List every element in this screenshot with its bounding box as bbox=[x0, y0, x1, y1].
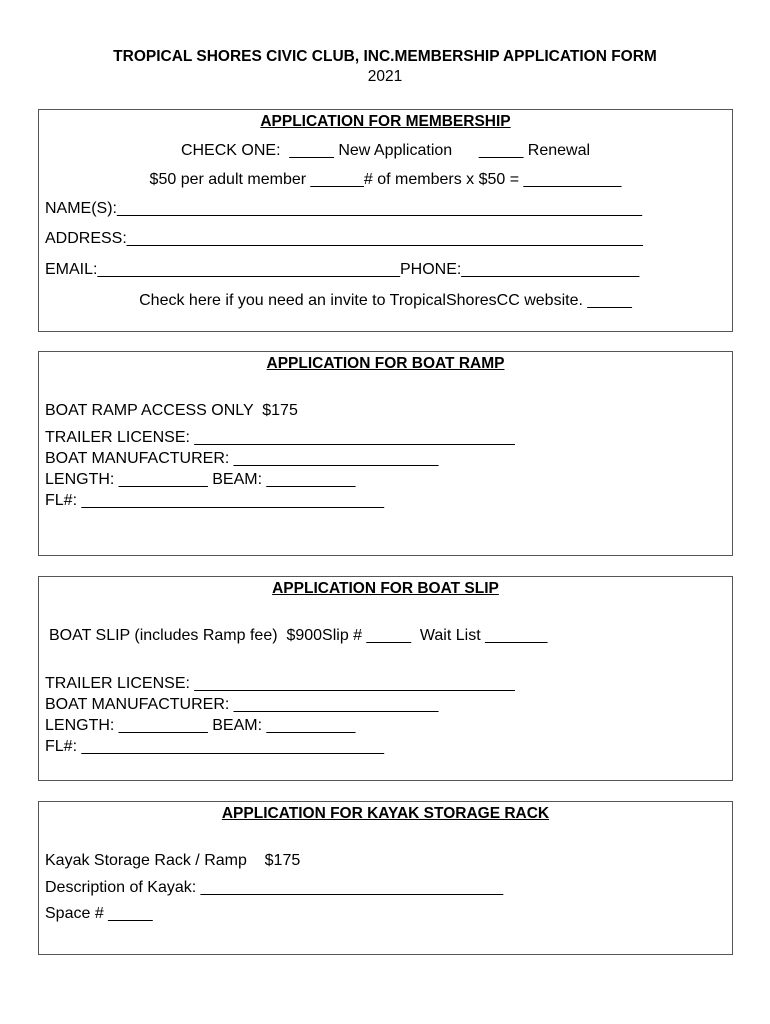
membership-name-field[interactable]: NAME(S):___________________________________________________________ bbox=[45, 200, 643, 217]
boat-ramp-access: BOAT RAMP ACCESS ONLY $175 bbox=[45, 402, 298, 419]
membership-heading: APPLICATION FOR MEMBERSHIP bbox=[260, 113, 511, 130]
boat-slip-line[interactable]: BOAT SLIP (includes Ramp fee) $900Slip # _____ Wait List _______ bbox=[49, 627, 548, 644]
boat-slip-fl-field[interactable]: FL#: __________________________________ bbox=[45, 738, 385, 755]
boat-slip-length-beam-field[interactable]: LENGTH: __________ BEAM: __________ bbox=[45, 717, 356, 734]
membership-check-one[interactable]: CHECK ONE: _____ New Application _____ Renewal bbox=[180, 142, 591, 159]
boat-ramp-fl-field[interactable]: FL#: __________________________________ bbox=[45, 492, 385, 509]
boat-slip-trailer-field[interactable]: TRAILER LICENSE: ____________________________________ bbox=[45, 675, 515, 692]
boat-ramp-manufacturer-field[interactable]: BOAT MANUFACTURER: _______________________ bbox=[45, 450, 439, 467]
boat-ramp-length-beam-field[interactable]: LENGTH: __________ BEAM: __________ bbox=[45, 471, 356, 488]
kayak-space-field[interactable]: Space # _____ bbox=[45, 905, 153, 922]
kayak-section bbox=[38, 801, 733, 955]
membership-invite-checkbox[interactable]: Check here if you need an invite to TropicalShoresCC website. _____ bbox=[139, 292, 632, 309]
boat-slip-manufacturer-field[interactable]: BOAT MANUFACTURER: _______________________ bbox=[45, 696, 439, 713]
boat-slip-heading: APPLICATION FOR BOAT SLIP bbox=[272, 580, 499, 597]
membership-section bbox=[38, 109, 733, 332]
form-year: 2021 bbox=[367, 68, 403, 85]
membership-address-field[interactable]: ADDRESS:__________________________________________________________ bbox=[45, 230, 643, 247]
membership-email-phone-field[interactable]: EMAIL:__________________________________PHONE:____________________ bbox=[45, 261, 640, 278]
membership-fee-line[interactable]: $50 per adult member ______# of members x $50 = ___________ bbox=[149, 171, 622, 188]
boat-ramp-section bbox=[38, 351, 733, 556]
kayak-rack-line: Kayak Storage Rack / Ramp $175 bbox=[45, 852, 301, 869]
kayak-description-field[interactable]: Description of Kayak: __________________________________ bbox=[45, 879, 504, 896]
form-title: TROPICAL SHORES CIVIC CLUB, INC.MEMBERSHIP APPLICATION FORM bbox=[113, 48, 657, 65]
kayak-heading: APPLICATION FOR KAYAK STORAGE RACK bbox=[221, 805, 550, 822]
boat-ramp-heading: APPLICATION FOR BOAT RAMP bbox=[266, 355, 505, 372]
boat-ramp-trailer-field[interactable]: TRAILER LICENSE: ____________________________________ bbox=[45, 429, 515, 446]
boat-slip-section bbox=[38, 576, 733, 781]
